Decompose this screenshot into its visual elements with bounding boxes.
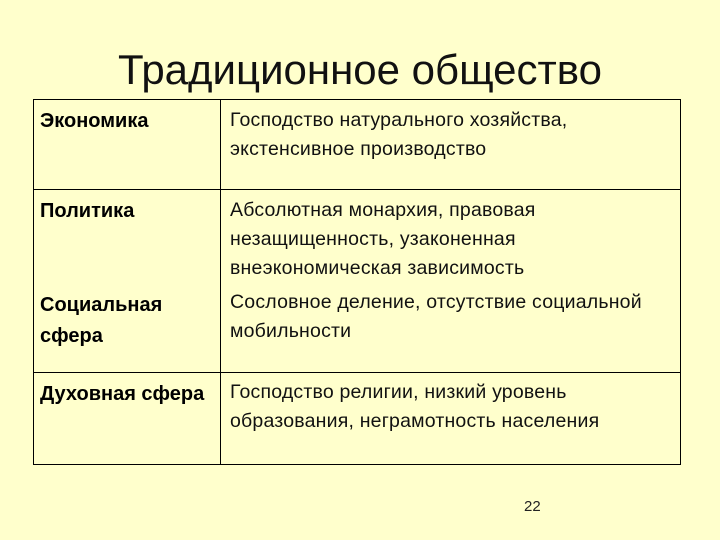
row-description-economy: Господство натурального хозяйства, экстенсивное производство xyxy=(230,109,568,160)
comparison-table xyxy=(33,99,681,465)
page-number: 22 xyxy=(524,498,541,515)
slide-title: Традиционное общество xyxy=(118,46,602,93)
row-description-spiritual: Господство религии, низкий уровень образования, неграмотность населения xyxy=(230,381,600,432)
row-label-social: Социальная сфера xyxy=(40,294,163,347)
row-label-economy: Экономика xyxy=(40,110,149,132)
row-description-social: Сословное деление, отсутствие социальной мобильности xyxy=(230,291,642,342)
row-divider xyxy=(34,189,680,190)
row-description-politics: Абсолютная монархия, правовая незащищенность, узаконенная внеэкономическая зависимость xyxy=(230,199,536,279)
row-label-spiritual: Духовная сфера xyxy=(40,383,205,405)
row-divider xyxy=(34,372,680,373)
row-label-politics: Политика xyxy=(40,200,135,222)
column-divider xyxy=(220,100,221,464)
